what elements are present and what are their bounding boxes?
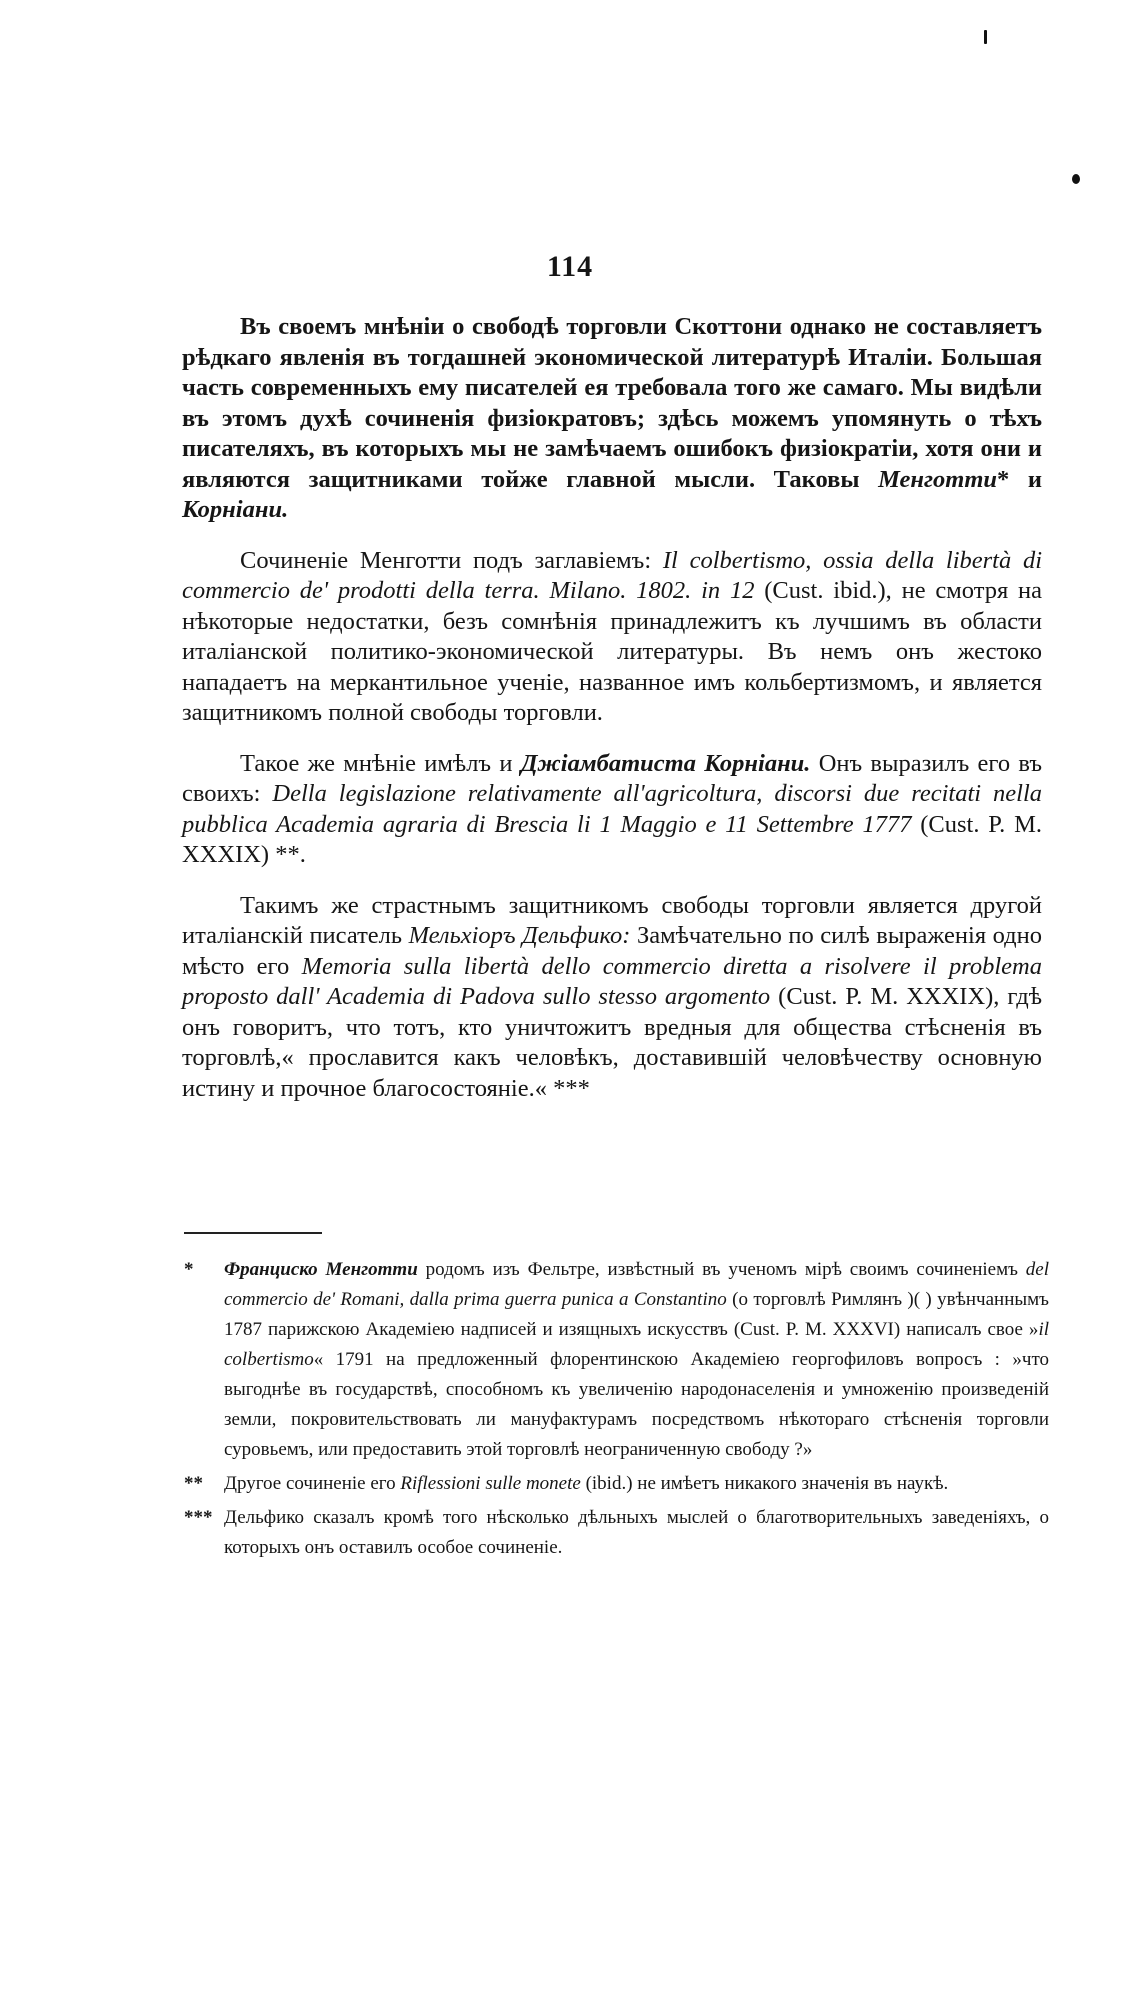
footnote-1-text [224, 1255, 1049, 1465]
book-title-colbertismo: Il colbertismo, ossia della libertà di commercio de' prodotti della terra. Milano. 1802. in 12 [182, 546, 1043, 604]
paragraph-4-text-2: Замѣчательно по силѣ выраженія одно мѣсто его [182, 922, 1042, 980]
paragraph-3-text-2: Онъ выразилъ его въ своихъ: [182, 749, 1042, 807]
scan-speck [1072, 174, 1080, 184]
footnote-book-title-colbertismo: il colbertismo [224, 1319, 1049, 1370]
author-name-delfico: Мельхіоръ Дельфико: [408, 922, 631, 949]
footnote-1-part-3: « 1791 на предложенный флорентинскою Академіею георгофиловъ вопросъ : »что выгоднѣе въ государствѣ, способномъ къ увеличенію народонаселенія и умноженію произведеній земли, покровительствовать ли мануфактурамъ посредствомъ нѣкотораго стѣсненія торговли суровьемъ, или предоставить этой торговлѣ неограниченную свободу ?» [224, 1349, 1049, 1460]
footnote-book-title-commercio: del commercio de' Romani, dalla prima guerra punica a Constantino [224, 1259, 1050, 1310]
footnote-2-part-1: Другое сочиненіе его [224, 1473, 396, 1494]
page-number: 114 [546, 250, 594, 283]
paragraph-1 [182, 312, 1042, 526]
paragraph-1-text: Въ своемъ мнѣніи о свободѣ торговли Скоттони однако не составляетъ рѣдкаго явленія въ тогдашней экономической литературѣ Италіи. Большая часть современныхъ ему писателей ея требовала того же самаго. Мы видѣли въ этомъ духѣ сочиненія физіократовъ; здѣсь можемъ упомянуть о тѣхъ писателяхъ, въ которыхъ мы не замѣчаемъ ошибокъ физіократіи, хотя они и являются защитниками тойже главной мысли. Таковы [182, 313, 1042, 493]
footnote-marker: ** [184, 1473, 203, 1494]
footnote-separator [184, 1232, 322, 1234]
footnote-1 [184, 1255, 1049, 1465]
author-name-giambattista: Джіамбатиста Корніани. [520, 749, 811, 777]
scan-speck [984, 30, 987, 44]
paragraph-4 [182, 891, 1042, 1105]
paragraph-4-text: Такимъ же страстнымъ защитникомъ свободы торговли является другой италіанскій писатель [182, 891, 1042, 949]
paragraph-4-text-3: (Cust. P. M. XXXIX), гдѣ онъ говоритъ, что тотъ, кто уничтожитъ вредныя для общества стѣсненія въ торговлѣ,« прославится какъ человѣкъ, доставившій человѣчеству основную истину и прочное благосостояніе.« *** [182, 983, 1042, 1102]
book-title-memoria: Memoria sulla libertà dello commercio diretta a risolvere il problema proposto dall' Academia di Padova sullo stesso argomento [182, 952, 1042, 1010]
paragraph-3-text: Такое же мнѣніе имѣлъ и [240, 749, 513, 777]
footnotes [184, 1255, 1049, 1567]
footnote-3 [184, 1503, 1049, 1563]
footnote-1-part-2: (о торговлѣ Римлянъ )( ) увѣнчаннымъ 1787 парижскою Академіею надписей и изящныхъ искусствъ (Cust. P. M. XXXVI) написалъ свое » [224, 1289, 1049, 1340]
paragraph-2 [182, 546, 1042, 729]
footnote-2 [184, 1469, 1049, 1499]
book-title-legislazione: Della legislazione relativamente all'agricoltura, discorsi due recitati nella pubblica Academia agraria di Brescia li 1 Maggio e 11 Settembre 1777 [182, 780, 1043, 838]
main-text [182, 312, 1042, 1124]
footnote-2-text [224, 1469, 1049, 1499]
footnote-book-title-monete: Riflessioni sulle monete [400, 1473, 581, 1494]
footnote-marker: * [184, 1259, 194, 1280]
footnote-marker: *** [184, 1507, 213, 1528]
paragraph-3-text-3: (Cust. P. M. XXXIX) **. [182, 810, 1042, 868]
author-name-corniani: Корніани. [182, 496, 289, 523]
paragraph-3 [182, 749, 1042, 871]
footnote-3-text: Дельфико сказалъ кромѣ того нѣсколько дѣльныхъ мыслей о благотворительныхъ заведеніяхъ, о которыхъ онъ оставилъ особое сочиненіе. [224, 1507, 1049, 1558]
paragraph-1-text-2: * и [997, 465, 1042, 493]
footnote-2-part-2: (ibid.) не имѣетъ никакого значенія въ наукѣ. [585, 1473, 949, 1494]
author-name-mengotti: Менготти [878, 465, 998, 493]
paragraph-2-text: Сочиненіе Менготти подъ заглавіемъ: [240, 546, 652, 574]
footnote-author-name: Франциско Менготти [224, 1259, 418, 1280]
paragraph-2-text-2: (Cust. ibid.), не смотря на нѣкоторые недостатки, безъ сомнѣнія принадлежитъ къ лучшимъ въ области италіанской политико-экономической литературы. Въ немъ онъ жестоко нападаетъ на меркантильное ученіе, названное имъ кольбертизмомъ, и является защитникомъ полной свободы торговли. [182, 577, 1043, 726]
footnote-1-part-1: родомъ изъ Фельтре, извѣстный въ ученомъ мірѣ своимъ сочиненіемъ [425, 1259, 1018, 1280]
